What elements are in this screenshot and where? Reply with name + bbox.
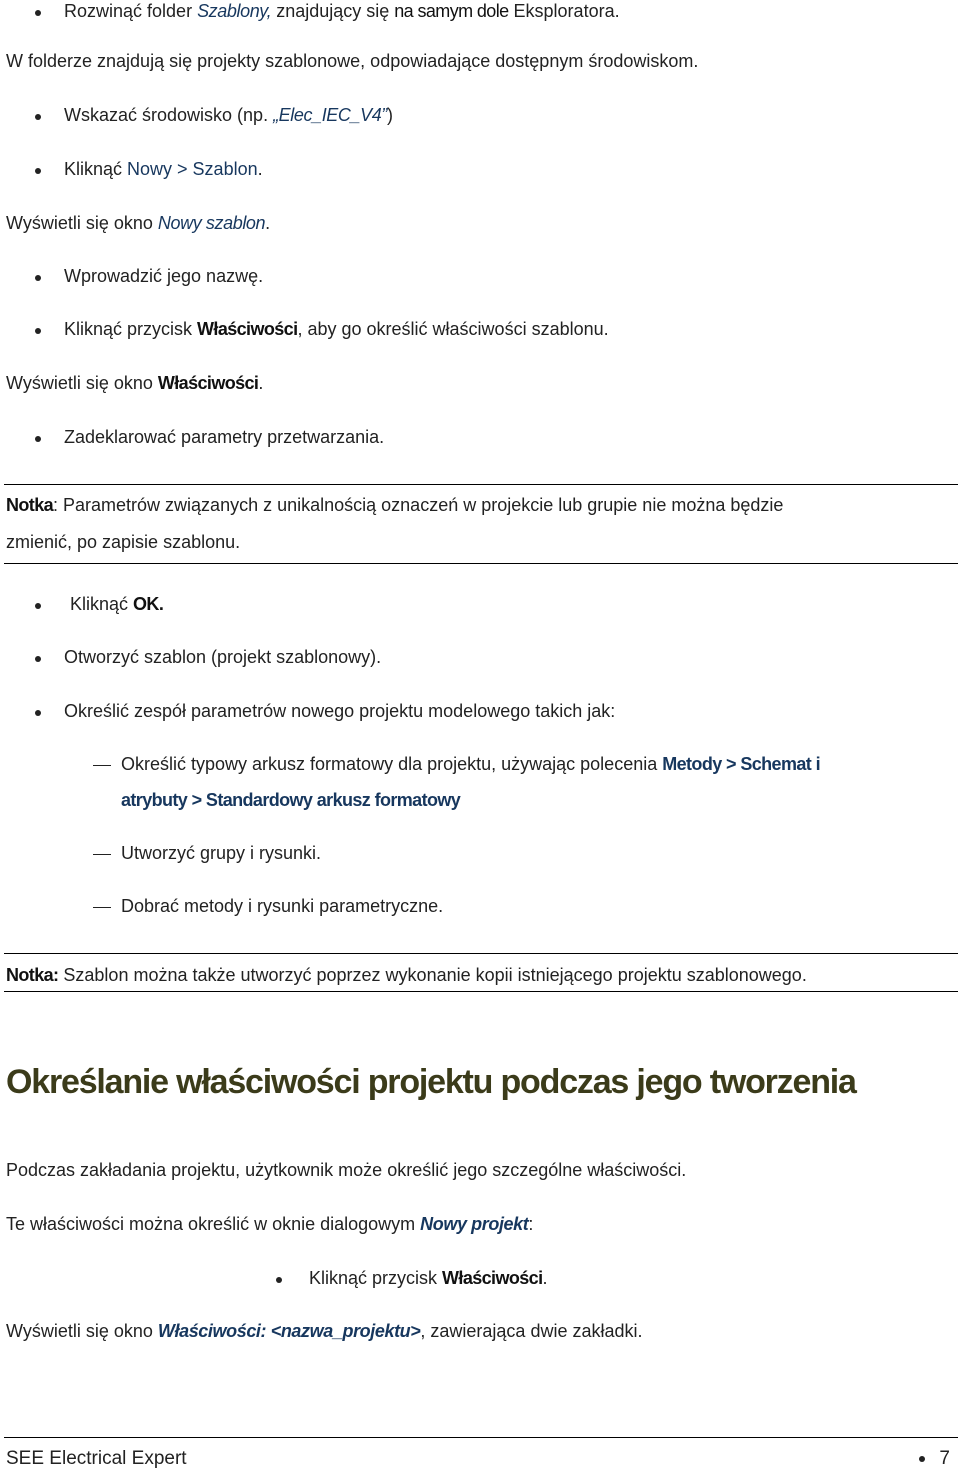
bullet-icon — [35, 603, 41, 609]
bullet-icon — [35, 168, 41, 174]
substep-groups: Utworzyć grupy i rysunki. — [121, 843, 322, 863]
paragraph-project-properties-window: Wyświetli się okno Właściwości: <nazwa_projektu>, zawierająca dwie zakładki. — [6, 1321, 643, 1341]
bullet-icon — [35, 114, 41, 120]
bullet-icon — [35, 710, 41, 716]
note-label: Notka — [6, 495, 54, 515]
bullet-icon — [35, 436, 41, 442]
dash-icon — [93, 907, 111, 908]
step-define-parameters: Określić zespół parametrów nowego projektu modelowego takich jak: — [64, 701, 616, 721]
note-bottom-rule — [4, 563, 958, 564]
note-top-rule — [4, 484, 958, 485]
step-declare-parameters: Zadeklarować parametry przetwarzania. — [64, 427, 385, 447]
note2-bottom-rule — [4, 991, 958, 992]
dash-icon — [93, 854, 111, 855]
step-click-ok: Kliknąć OK. — [70, 594, 164, 614]
bullet-icon — [35, 328, 41, 334]
substep-methods: Dobrać metody i rysunki parametryczne. — [121, 896, 444, 916]
footer-bullet-icon — [919, 1456, 925, 1462]
bullet-icon — [276, 1277, 282, 1283]
note-uniqueness: Notka: Parametrów związanych z unikalnością oznaczeń w projekcie lub grupie nie można będzie — [6, 495, 784, 515]
paragraph-templates-info: W folderze znajdują się projekty szablonowe, odpowiadające dostępnym środowiskom. — [6, 51, 699, 71]
bullet-icon — [35, 10, 41, 16]
bullet-icon — [35, 656, 41, 662]
step-select-environment: Wskazać środowisko (np. „Elec_IEC_V4”) — [64, 105, 393, 125]
step-click-new-template: Kliknąć Nowy > Szablon. — [64, 159, 263, 179]
footer-rule — [4, 1437, 958, 1438]
substep-format-sheet-cont: atrybuty > Standardowy arkusz formatowy — [121, 790, 461, 810]
templates-folder-name: Szablony, — [197, 1, 272, 21]
substep-format-sheet: Określić typowy arkusz formatowy dla projektu, używając polecenia Metody > Schemat i — [121, 754, 820, 774]
section-heading: Określanie właściwości projektu podczas jego tworzenia — [6, 1063, 856, 1101]
step-enter-name: Wprowadzić jego nazwę. — [64, 266, 264, 286]
note-uniqueness-cont: zmienić, po zapisie szablonu. — [6, 532, 241, 552]
footer-title: SEE Electrical Expert — [6, 1448, 187, 1469]
paragraph-project-setup: Podczas zakładania projektu, użytkownik może określić jego szczególne właściwości. — [6, 1160, 687, 1180]
note2-label: Notka: — [6, 965, 59, 985]
methods-command: Metody > Schemat i — [662, 754, 820, 774]
new-template-command: Nowy > Szablon — [127, 159, 258, 179]
note-copy-template: Notka: Szablon można także utworzyć poprzez wykonanie kopii istniejącego projektu szablonowego. — [6, 965, 807, 985]
ok-button-label: OK. — [133, 594, 164, 614]
paragraph-properties-window: Wyświetli się okno Właściwości. — [6, 373, 264, 393]
paragraph-new-template-window: Wyświetli się okno Nowy szablon. — [6, 213, 271, 233]
step-open-template: Otworzyć szablon (projekt szablonowy). — [64, 647, 382, 667]
step-expand-templates: Rozwinąć folder Szablony, znajdujący się na samym dole Eksploratora. — [64, 1, 620, 21]
note2-top-rule — [4, 953, 958, 954]
paragraph-new-project-dialog: Te właściwości można określić w oknie dialogowym Nowy projekt: — [6, 1214, 534, 1234]
step-click-properties-project: Kliknąć przycisk Właściwości. — [309, 1268, 548, 1288]
bullet-icon — [35, 275, 41, 281]
properties-button-label: Właściwości — [197, 319, 298, 339]
step-click-properties: Kliknąć przycisk Właściwości, aby go określić właściwości szablonu. — [64, 319, 609, 339]
page-number: 7 — [939, 1448, 950, 1469]
dash-icon — [93, 765, 111, 766]
